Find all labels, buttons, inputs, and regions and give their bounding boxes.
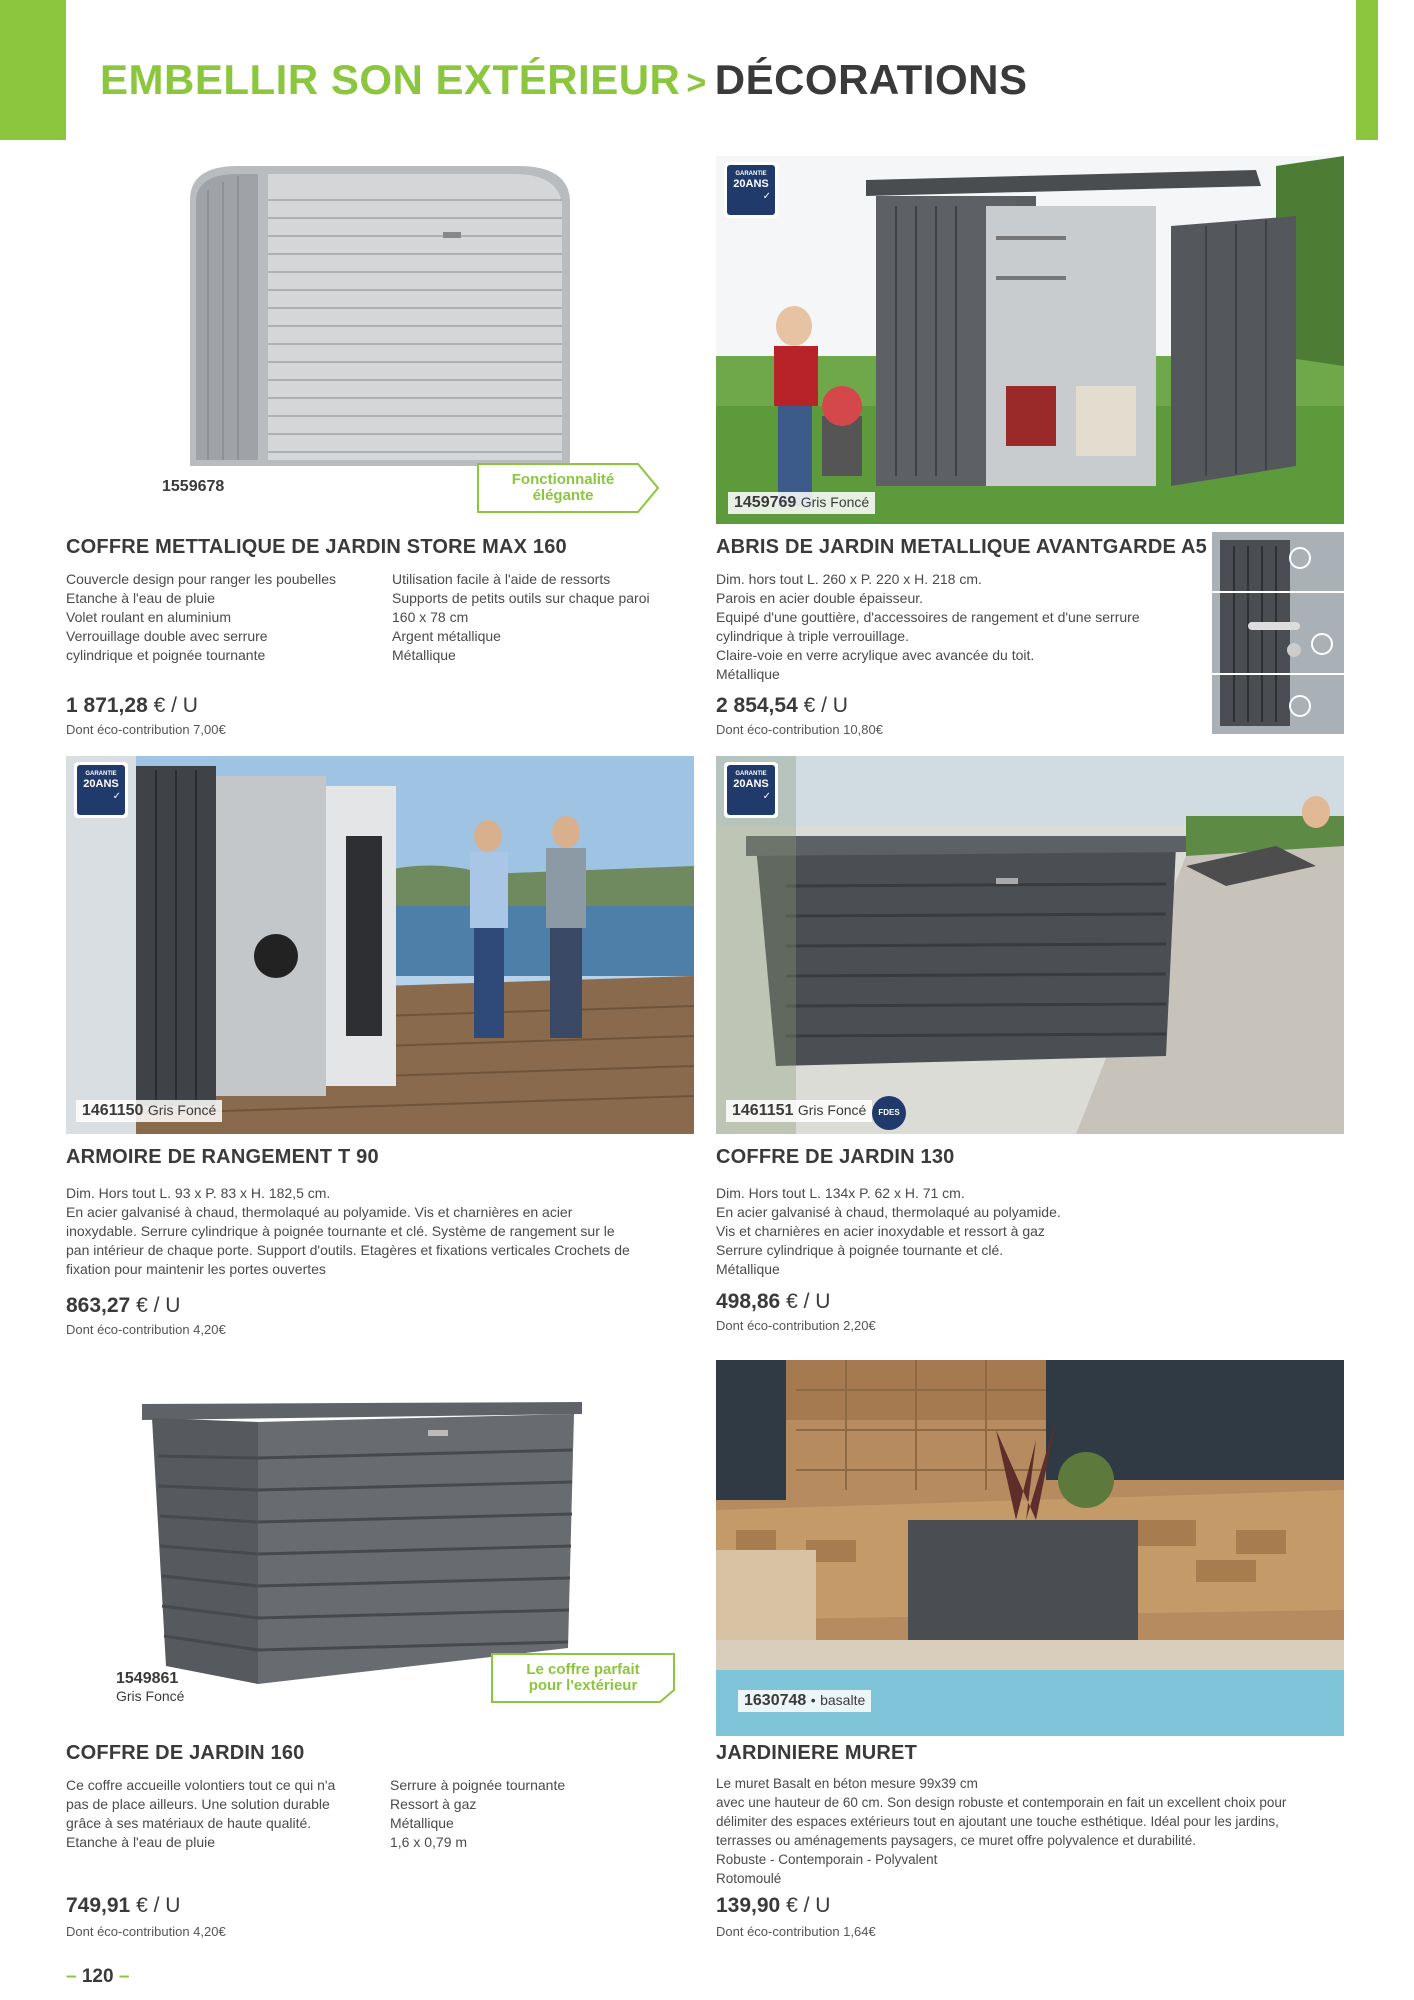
check-icon: ✓: [762, 191, 771, 202]
eco-contribution: Dont éco-contribution 4,20€: [66, 1924, 226, 1939]
product-desc-col2: Serrure à poignée tournante Ressort à gaz Métallique 1,6 x 0,79 m: [390, 1777, 566, 1850]
product-title: COFFRE DE JARDIN 160: [66, 1742, 305, 1764]
warranty-badge: GARANTIE 20ANS ✓: [74, 762, 128, 818]
product-image-avantgarde: [716, 156, 1344, 524]
eco-contribution: Dont éco-contribution 2,20€: [716, 1318, 876, 1333]
product-desc-col2: Utilisation facile à l'aide de ressorts Supports de petits outils sur chaque paroi 160 x 78 cm Argent métallique Métallique: [392, 571, 650, 663]
product-title: COFFRE DE JARDIN 130: [716, 1146, 955, 1168]
product-price: 863,27 € / U: [66, 1294, 181, 1317]
product-title: ARMOIRE DE RANGEMENT T 90: [66, 1146, 379, 1168]
check-icon: ✓: [112, 791, 121, 802]
product-image-store-max: [178, 160, 578, 490]
eco-contribution: Dont éco-contribution 4,20€: [66, 1322, 226, 1337]
tag-line-1: Le coffre parfait: [526, 1661, 640, 1678]
product-image-jardiniere: [716, 1360, 1344, 1736]
product-title: COFFRE METTALIQUE DE JARDIN STORE MAX 160: [66, 536, 567, 558]
product-ref: 1461150 Gris Foncé: [76, 1100, 222, 1122]
product-title: JARDINIERE MURET: [716, 1742, 917, 1764]
product-title: ABRIS DE JARDIN METALLIQUE AVANTGARDE A5: [716, 536, 1207, 558]
product-price: 1 871,28 € / U: [66, 694, 198, 717]
warranty-badge: GARANTIE 20ANS ✓: [724, 762, 778, 818]
eco-contribution: Dont éco-contribution 7,00€: [66, 722, 226, 737]
green-accent-bar-right: [1356, 0, 1378, 140]
fdes-badge: FDES: [872, 1096, 906, 1130]
page-number: – 120 –: [66, 1966, 130, 1987]
product-desc-col1: Ce coffre accueille volontiers tout ce qui n'a pas de place ailleurs. Une solution durable grâce à ses matériaux de haute qualité. Etanche à l'eau de pluie: [66, 1777, 336, 1850]
header-category: EMBELLIR SON EXTÉRIEUR: [100, 56, 681, 103]
product-price: 498,86 € / U: [716, 1290, 831, 1313]
product-ref: 1559678: [162, 478, 225, 495]
page-header: [100, 56, 1027, 104]
product-image-coffre-130: [716, 756, 1344, 1134]
product-desc-col1: Couvercle design pour ranger les poubelles Etanche à l'eau de pluie Volet roulant en aluminium Verrouillage double avec serrure cylindrique et poignée tournante: [66, 571, 337, 663]
eco-contribution: Dont éco-contribution 10,80€: [716, 722, 883, 737]
warranty-badge: GARANTIE 20ANS ✓: [724, 162, 778, 218]
chevron-right-icon: >: [686, 64, 707, 102]
product-image-armoire: [66, 756, 694, 1134]
product-ref: 1549861 Gris Foncé: [116, 1670, 185, 1704]
tag-line-1: Fonctionnalité: [511, 471, 615, 488]
product-desc: Dim. Hors tout L. 134x P. 62 x H. 71 cm. En acier galvanisé à chaud, thermolaqué au polyamide. Vis et charnières en acier inoxydable et ressort à gaz Serrure cylindrique à poignée tournante et clé. Métallique: [716, 1185, 1061, 1277]
product-desc: Le muret Basalt en béton mesure 99x39 cm avec une hauteur de 60 cm. Son design robuste et contemporain en fait un excellent choix pour délimiter des espaces extérieurs tout en ajoutant une touche esthétique. Idéal pour les jardins, terrasses ou aménagements paysagers, ce muret offre polyvalence et durabilité. Robuste - Contemporain - Polyvalent Rotomoulé: [716, 1776, 1287, 1886]
green-accent-bar-left: [0, 0, 66, 140]
product-ref: 1630748 • basalte: [738, 1690, 871, 1712]
product-ref: 1461151 Gris Foncé: [726, 1100, 872, 1122]
header-subcategory: DÉCORATIONS: [714, 56, 1028, 103]
product-detail-image-lock: [1212, 532, 1344, 734]
tagline-badge: [476, 462, 660, 514]
tagline-badge: [490, 1652, 676, 1704]
eco-contribution: Dont éco-contribution 1,64€: [716, 1924, 876, 1939]
tag-line-2: élégante: [532, 487, 594, 504]
product-image-coffre-160: [138, 1396, 586, 1692]
check-icon: ✓: [762, 791, 771, 802]
product-desc: Dim. Hors tout L. 93 x P. 83 x H. 182,5 cm. En acier galvanisé à chaud, thermolaqué au polyamide. Vis et charnières en acier inoxydable. Serrure cylindrique à poignée tournante et clé. Système de rangement sur le pan intérieur de chaque porte. Support d'outils. Etagères et fixations verticales Crochets de fixation pour maintenir les portes ouvertes: [66, 1185, 630, 1277]
tag-line-2: pour l'extérieur: [528, 1677, 638, 1694]
product-desc: Dim. hors tout L. 260 x P. 220 x H. 218 cm. Parois en acier double épaisseur. Equipé d'une gouttière, d'accessoires de rangement et d'une serrure cylindrique à triple verrouillage. Claire-voie en verre acrylique avec avancée du toit. Métallique: [716, 571, 1140, 682]
product-price: 749,91 € / U: [66, 1894, 181, 1917]
product-ref: 1459769 Gris Foncé: [728, 492, 875, 514]
product-price: 139,90 € / U: [716, 1894, 831, 1917]
product-price: 2 854,54 € / U: [716, 694, 848, 717]
